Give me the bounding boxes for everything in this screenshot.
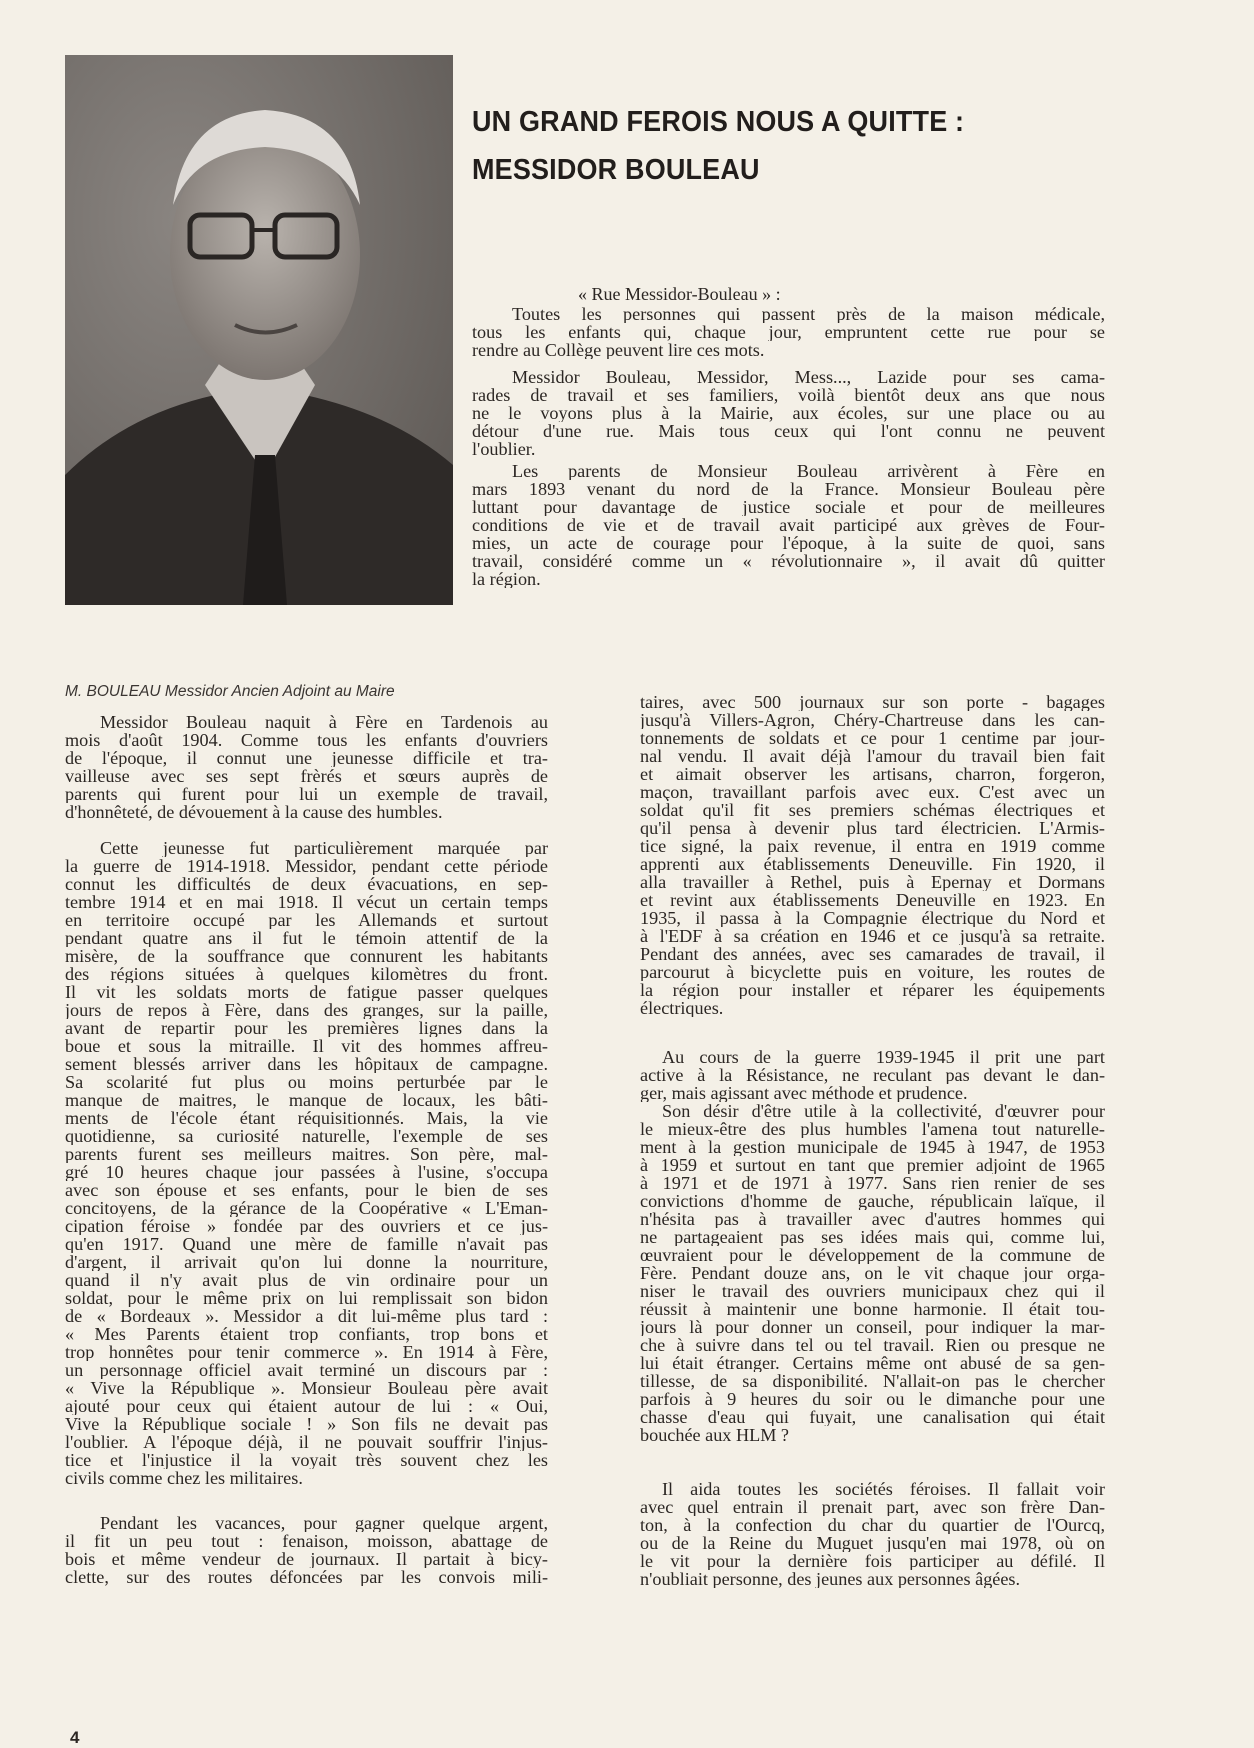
text-line: rades de travail et ses familiers, voilà bientôt deux ans que nous	[472, 386, 1105, 404]
text-line: détour d'une rue. Mais tous ceux qui l'ont connu ne peuvent	[472, 422, 1105, 440]
text-line: mois d'août 1904. Comme tous les enfants d'ouvriers	[65, 731, 548, 749]
text-line: misère, de la souffrance que connurent les habitants	[65, 947, 548, 965]
text-line: « Mes Parents étaient trop confiants, trop bons et	[65, 1325, 548, 1343]
text-line: Au cours de la guerre 1939-1945 il prit une part	[662, 1048, 1105, 1066]
title-line: UN GRAND FEROIS NOUS A QUITTE :	[472, 106, 965, 138]
title-line: MESSIDOR BOULEAU	[472, 154, 760, 186]
text-line: jours de repos à Fère, dans des granges, sur la paille,	[65, 1001, 548, 1019]
paragraph	[65, 1514, 548, 1586]
text-line: clette, sur des routes défoncées par les convois mili-	[65, 1568, 548, 1586]
text-line: parfois à 9 heures du soir ou le dimanche pour une	[640, 1390, 1105, 1408]
text-line: le vit pour la dernière fois participer au défilé. Il	[640, 1552, 1105, 1570]
text-line: tice et l'injustice il la voyait très souvent chez les	[65, 1451, 548, 1469]
text-line: des régions situées à quelques kilomètres du front.	[65, 965, 548, 983]
text-line: le mieux-être des plus humbles l'amena tout naturelle-	[640, 1120, 1105, 1138]
text-line: connut les difficultés de deux évacuations, en sep-	[65, 875, 548, 893]
text-line: travail, considéré comme un « révolutionnaire », il avait dû quitter	[472, 552, 1105, 570]
text-line: qu'il pensa à devenir plus tard électricien. L'Armis-	[640, 819, 1105, 837]
photo-caption: M. BOULEAU Messidor Ancien Adjoint au Maire	[65, 683, 395, 700]
paragraph	[65, 839, 548, 1487]
text-line: il fit un peu tout : fenaison, moisson, abattage de	[65, 1532, 548, 1550]
text-line: civils comme chez les militaires.	[65, 1469, 303, 1487]
text-line: qu'en 1917. Quand une mère de famille n'avait pas	[65, 1235, 548, 1253]
text-line: Il aida toutes les sociétés féroises. Il fallait voir	[662, 1480, 1105, 1498]
text-line: électriques.	[640, 999, 724, 1017]
text-line: chasse d'eau qui fuyait, une canalisation qui était	[640, 1408, 1105, 1426]
text-line: parcourut à bicyclette puis en voiture, les routes de	[640, 963, 1105, 981]
text-line: de « Bordeaux ». Messidor a dit lui-même plus tard :	[65, 1307, 548, 1325]
text-line: cipation féroise » fondée par des ouvriers et ce jus-	[65, 1217, 548, 1235]
text-line: maçon, travaillant parfois avec eux. C'est avec un	[640, 783, 1105, 801]
text-line: Vive la République sociale ! » Son fils ne devait pas	[65, 1415, 548, 1433]
paragraph	[640, 1480, 1105, 1588]
text-line: Messidor Bouleau, Messidor, Mess..., Lazide pour ses cama-	[512, 368, 1105, 386]
text-line: avec son épouse et ses enfants, pour le bien de ses	[65, 1181, 548, 1199]
text-line: boue et sous la mitraille. Il vit des hommes affreu-	[65, 1037, 548, 1055]
text-line: soldat, pour le même prix on lui remplissait son bidon	[65, 1289, 548, 1307]
text-line: ajouté pour ceux qui étaient autour de lui : « Oui,	[65, 1397, 548, 1415]
text-line: la guerre de 1914-1918. Messidor, pendant cette période	[65, 857, 548, 875]
text-line: sement blessés arriver dans les hôpitaux de campagne.	[65, 1055, 548, 1073]
text-line: active à la Résistance, ne reculant pas devant le dan-	[640, 1066, 1105, 1084]
text-line: ne le voyons plus à la Mairie, aux écoles, sur une place ou au	[472, 404, 1105, 422]
text-line: n'oubliait personne, des jeunes aux personnes âgées.	[640, 1570, 1021, 1588]
text-line: tembre 1914 et en mai 1918. Il vécut un certain temps	[65, 893, 548, 911]
text-line: de l'époque, il connut une jeunesse difficile et tra-	[65, 749, 548, 767]
text-line: Son désir d'être utile à la collectivité, d'œuvrer pour	[662, 1102, 1105, 1120]
article-subhead: « Rue Messidor-Bouleau » :	[578, 284, 781, 304]
text-line: nal vendu. Il avait déjà l'amour du travail bien fait	[640, 747, 1105, 765]
text-line: conditions de vie et de travail avait participé aux grèves de Four-	[472, 516, 1105, 534]
text-line: bouchée aux HLM ?	[640, 1426, 789, 1444]
text-line: parents furent ses meilleurs maitres. Son père, mal-	[65, 1145, 548, 1163]
text-line: Sa scolarité fut plus ou moins perturbée par le	[65, 1073, 548, 1091]
text-line: gré 10 heures chaque jour passées à l'usine, s'occupa	[65, 1163, 548, 1181]
page-number: 4	[70, 1728, 80, 1747]
paragraph	[640, 1048, 1105, 1102]
text-line: 1935, il passa à la Compagnie électrique du Nord et	[640, 909, 1105, 927]
paragraph	[472, 368, 1105, 458]
text-line: œuvraient pour le développement de la commune de	[640, 1246, 1105, 1264]
text-line: Pendant des années, avec ses camarades de travail, il	[640, 945, 1105, 963]
text-line: bois et même vendeur de journaux. Il partait à bicy-	[65, 1550, 548, 1568]
text-line: l'oublier. A l'époque déjà, il ne pouvait souffrir l'injus-	[65, 1433, 548, 1451]
text-line: ment à la gestion municipale de 1945 à 1947, de 1953	[640, 1138, 1105, 1156]
text-line: un personnage officiel avait terminé un discours par :	[65, 1361, 548, 1379]
paragraph	[640, 1102, 1105, 1444]
text-line: à l'EDF à sa création en 1946 et ce jusqu'à sa retraite.	[640, 927, 1105, 945]
text-line: tous les enfants qui, chaque jour, empruntent cette rue pour se	[472, 323, 1105, 341]
text-line: Les parents de Monsieur Bouleau arrivèrent à Fère en	[512, 462, 1105, 480]
paragraph	[472, 305, 1105, 359]
text-line: manque de maitres, le manque de locaux, les bâti-	[65, 1091, 548, 1109]
text-line: Messidor Bouleau naquit à Fère en Tardenois au	[100, 713, 548, 731]
text-line: Il vit les soldats morts de fatigue passer quelques	[65, 983, 548, 1001]
text-line: la région pour installer et réparer les équipements	[640, 981, 1105, 999]
paragraph	[640, 693, 1105, 1017]
text-line: avant de repartir pour les premières lignes dans la	[65, 1019, 548, 1037]
text-line: ger, mais agissant avec méthode et prudence.	[640, 1084, 968, 1102]
text-line: ton, à la confection du char du quartier de l'Ourcq,	[640, 1516, 1105, 1534]
text-line: et revint aux établissements Deneuville en 1923. En	[640, 891, 1105, 909]
text-line: en territoire occupé par les Allemands et surtout	[65, 911, 548, 929]
article-title	[472, 98, 964, 194]
text-line: d'honnêteté, de dévouement à la cause des humbles.	[65, 803, 443, 821]
text-line: che à suivre dans tel ou tel travail. Rien ou presque ne	[640, 1336, 1105, 1354]
intro-block	[472, 305, 1105, 588]
text-line: avec quel entrain il prenait part, avec son frère Dan-	[640, 1498, 1105, 1516]
text-line: ne partageaient pas ses idées mais qui, comme lui,	[640, 1228, 1105, 1246]
text-line: l'oublier.	[472, 440, 536, 458]
text-line: quotidienne, sa curiosité naturelle, l'exemple de ses	[65, 1127, 548, 1145]
text-line: niser le travail des ouvriers municipaux chez qui il	[640, 1282, 1105, 1300]
text-line: lui était étranger. Certains même ont abusé de sa gen-	[640, 1354, 1105, 1372]
text-line: quand il n'y avait plus de vin ordinaire pour un	[65, 1271, 548, 1289]
text-line: Cette jeunesse fut particulièrement marquée par	[100, 839, 548, 857]
text-line: tice signé, la paix revenue, il entra en 1919 comme	[640, 837, 1105, 855]
text-line: ou de la Reine du Muguet jusqu'en mai 1978, où on	[640, 1534, 1105, 1552]
text-line: mars 1893 venant du nord de la France. Monsieur Bouleau père	[472, 480, 1105, 498]
right-column	[640, 693, 1105, 1588]
text-line: apprenti aux établissements Deneuville. Fin 1920, il	[640, 855, 1105, 873]
text-line: soldat qu'il fit ses premiers schémas électriques et	[640, 801, 1105, 819]
text-line: Fère. Pendant douze ans, on le vit chaque jour orga-	[640, 1264, 1105, 1282]
text-line: parents qui furent pour lui un exemple de travail,	[65, 785, 548, 803]
text-line: alla travailler à Rethel, puis à Epernay et Dormans	[640, 873, 1105, 891]
text-line: à 1959 et surtout en tant que premier adjoint de 1965	[640, 1156, 1105, 1174]
text-line: vailleuse avec ses sept frèrés et sœurs auprès de	[65, 767, 548, 785]
text-line: tonnements de soldats et ce pour 1 centime par jour-	[640, 729, 1105, 747]
text-line: pendant quatre ans il fut le témoin attentif de la	[65, 929, 548, 947]
text-line: jours là pour donner un conseil, pour indiquer la mar-	[640, 1318, 1105, 1336]
text-line: tillesse, de sa disponibilité. N'allait-on pas le chercher	[640, 1372, 1105, 1390]
text-line: « Vive la République ». Monsieur Bouleau père avait	[65, 1379, 548, 1397]
text-line: ments de l'école étant réquisitionnés. Mais, la vie	[65, 1109, 548, 1127]
text-line: à 1971 et de 1971 à 1977. Sans rien renier de ses	[640, 1174, 1105, 1192]
text-line: la région.	[472, 570, 541, 588]
paragraph	[472, 462, 1105, 588]
text-line: Toutes les personnes qui passent près de la maison médicale,	[512, 305, 1105, 323]
portrait-photo	[65, 55, 453, 605]
text-line: convictions d'homme de gauche, républicain laïque, il	[640, 1192, 1105, 1210]
text-line: luttant pour davantage de justice sociale et pour de meilleures	[472, 498, 1105, 516]
text-line: concitoyens, de la gérance de la Coopérative « L'Eman-	[65, 1199, 548, 1217]
text-line: jusqu'à Villers-Agron, Chéry-Chartreuse dans les can-	[640, 711, 1105, 729]
text-line: trop honnêtes pour tenir commerce ». En 1914 à Fère,	[65, 1343, 548, 1361]
text-line: d'argent, il arrivait qu'on lui donne la nourriture,	[65, 1253, 548, 1271]
text-line: taires, avec 500 journaux sur son porte - bagages	[640, 693, 1105, 711]
paragraph	[65, 713, 548, 821]
portrait-image	[65, 55, 453, 605]
text-line: réussit à maintenir une bonne harmonie. Il était tou-	[640, 1300, 1105, 1318]
text-line: Pendant les vacances, pour gagner quelque argent,	[100, 1514, 548, 1532]
text-line: rendre au Collège peuvent lire ces mots.	[472, 341, 765, 359]
left-column	[65, 713, 548, 1586]
text-line: n'hésita pas à travailler avec d'autres hommes qui	[640, 1210, 1105, 1228]
text-line: et aimait observer les artisans, charron, forgeron,	[640, 765, 1105, 783]
text-line: mies, un acte de courage pour l'époque, à la suite de quoi, sans	[472, 534, 1105, 552]
